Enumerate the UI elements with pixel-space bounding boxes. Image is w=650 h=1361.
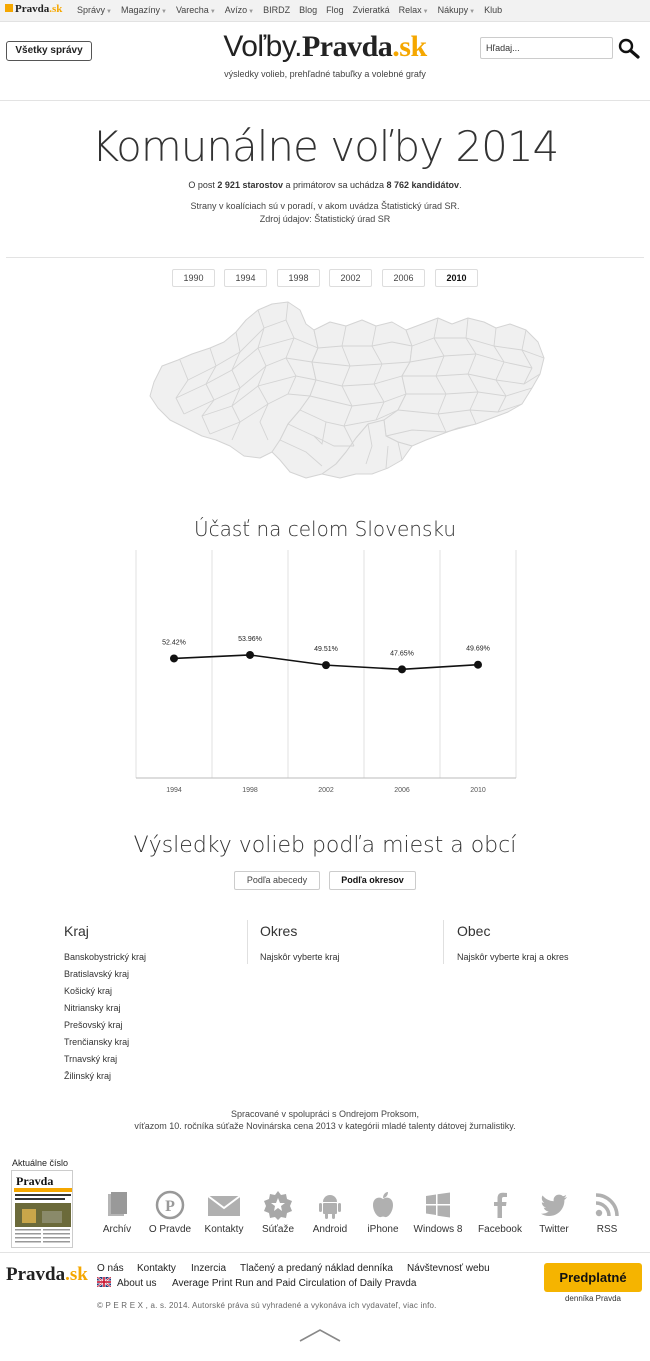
app-link-android[interactable]: Android	[302, 1190, 358, 1235]
nav-item[interactable]: BIRDZ	[263, 5, 291, 15]
footer-pravda-logo[interactable]: Pravda.sk	[6, 1264, 88, 1285]
android-icon	[315, 1190, 345, 1220]
kraj-link[interactable]: Žilinský kraj	[64, 1071, 112, 1081]
column-okres-heading: Okres	[260, 923, 298, 939]
kraj-link[interactable]: Košický kraj	[64, 986, 113, 996]
x-tick-label: 1994	[166, 787, 182, 794]
app-link-archive[interactable]: Archív	[89, 1190, 145, 1235]
chevron-down-icon: ▼	[161, 9, 167, 15]
data-label: 49.51%	[314, 646, 338, 654]
chevron-down-icon: ▼	[248, 9, 255, 15]
year-button-1990[interactable]: 1990	[172, 269, 215, 287]
app-link-facebook[interactable]: Facebook	[472, 1190, 528, 1235]
subscribe-note: denníka Pravda	[564, 1294, 622, 1303]
year-button-2010[interactable]: 2010	[435, 269, 478, 287]
data-point[interactable]	[322, 661, 330, 669]
nav-item[interactable]: Klub	[484, 5, 503, 15]
data-point[interactable]	[398, 665, 406, 673]
current-issue-cover[interactable]	[11, 1170, 73, 1248]
chart-data-labels	[162, 636, 490, 657]
nav-item[interactable]: Zvieratká	[352, 5, 390, 15]
chart-title: Účasť na celom Slovensku	[193, 517, 457, 541]
pravda-mark-icon	[5, 4, 13, 12]
nav-item[interactable]: Blog	[299, 5, 318, 15]
nav-menu	[77, 5, 511, 15]
intro-text: O post 2 921 starostov a primátorov sa uchádza 8 762 kandidátov.	[188, 180, 462, 190]
newspaper-cover-image	[12, 1171, 73, 1248]
subscribe-button[interactable]: Predplatné	[544, 1263, 642, 1292]
search-input[interactable]: Hľadaj...	[480, 37, 613, 59]
nav-item[interactable]: Správy▼	[77, 5, 112, 15]
footer-link-print-run[interactable]: Tlačený a predaný náklad denníka	[240, 1263, 393, 1274]
rss-icon	[592, 1190, 622, 1220]
star-badge-icon	[262, 1190, 294, 1220]
column-kraj-heading: Kraj	[64, 923, 89, 939]
all-news-button[interactable]: Všetky správy	[6, 41, 92, 61]
app-link-iphone[interactable]: iPhone	[355, 1190, 411, 1235]
footer-link-traffic[interactable]: Návštevnosť webu	[407, 1263, 490, 1274]
sort-alphabetical-button[interactable]: Podľa abecedy	[234, 871, 320, 890]
coalition-note: Strany v koalíciach sú v poradí, v akom uvádza Štatistický úrad SR.	[190, 201, 460, 211]
page-title: Komunálne voľby 2014	[91, 122, 559, 171]
chevron-down-icon: ▼	[469, 9, 476, 15]
nav-item[interactable]: Avízo▼	[224, 5, 255, 15]
windows-icon	[423, 1190, 453, 1220]
data-point[interactable]	[170, 654, 178, 662]
x-tick-label: 2006	[394, 787, 410, 794]
data-label: 49.69%	[466, 645, 490, 653]
x-tick-label: 2002	[318, 787, 334, 794]
kraj-link[interactable]: Trenčiansky kraj	[64, 1037, 130, 1047]
footer-link-contacts[interactable]: Kontakty	[137, 1263, 176, 1274]
header-divider	[0, 100, 650, 101]
data-label: 47.65%	[390, 650, 414, 658]
nav-item[interactable]: Flog	[326, 5, 344, 15]
chart-points	[170, 651, 482, 673]
column-divider	[443, 920, 444, 964]
chevron-down-icon: ▼	[209, 9, 216, 15]
chart-x-ticks	[166, 787, 486, 794]
column-divider	[247, 920, 248, 964]
sort-by-district-button[interactable]: Podľa okresov	[329, 871, 416, 890]
pravda-logo[interactable]: Pravda.sk	[5, 3, 62, 15]
pravda-p-icon	[155, 1190, 185, 1220]
kraj-link[interactable]: Nitriansky kraj	[64, 1003, 121, 1013]
chevron-down-icon: ▼	[422, 9, 429, 15]
footer-link-circulation[interactable]: Average Print Run and Paid Circulation of Daily Pravda	[172, 1278, 417, 1289]
issue-logo: Pravda	[16, 1174, 54, 1188]
section-divider	[6, 257, 644, 258]
year-button-1998[interactable]: 1998	[277, 269, 320, 287]
footer-divider	[0, 1252, 650, 1253]
data-point[interactable]	[246, 651, 254, 659]
kraj-link[interactable]: Banskobystrický kraj	[64, 952, 147, 962]
current-issue-label: Aktuálne číslo	[12, 1158, 69, 1168]
search-icon[interactable]	[617, 37, 641, 59]
apple-icon	[368, 1190, 398, 1220]
twitter-icon	[538, 1190, 570, 1220]
app-link-about[interactable]: P O Pravde	[142, 1190, 198, 1235]
results-title: Výsledky volieb podľa miest a obcí	[133, 833, 517, 858]
data-point[interactable]	[474, 661, 482, 669]
okres-hint: Najskôr vyberte kraj	[260, 952, 340, 962]
kraj-link[interactable]: Prešovský kraj	[64, 1020, 123, 1030]
turnout-line-chart	[130, 546, 522, 798]
top-navigation	[0, 0, 650, 22]
year-button-2006[interactable]: 2006	[382, 269, 425, 287]
column-obec-heading: Obec	[457, 923, 491, 939]
data-label: 53.96%	[238, 635, 262, 643]
footer-link-advertising[interactable]: Inzercia	[191, 1263, 227, 1274]
slovakia-districts-map[interactable]	[140, 296, 550, 496]
uk-flag-icon	[97, 1277, 111, 1287]
app-link-windows8[interactable]: Windows 8	[410, 1190, 466, 1235]
year-button-1994[interactable]: 1994	[224, 269, 267, 287]
site-title[interactable]: Voľby.Pravda.sk	[223, 30, 427, 63]
credits: Spracované v spolupráci s Ondrejom Proksom, víťazom 10. ročníka súťaže Novinárska cena 2013 v kategórii mladé talenty dátovej žurnalistiky.	[134, 1109, 516, 1131]
scroll-to-top-icon[interactable]	[298, 1327, 342, 1343]
svg-text:P: P	[165, 1198, 175, 1215]
nav-item[interactable]: Varecha▼	[175, 5, 216, 15]
archive-icon	[102, 1190, 132, 1220]
x-tick-label: 2010	[470, 787, 486, 794]
kraj-link[interactable]: Trnavský kraj	[64, 1054, 118, 1064]
footer-link-about-us[interactable]: About us	[117, 1278, 157, 1289]
chevron-down-icon: ▼	[106, 9, 112, 15]
kraj-link[interactable]: Bratislavský kraj	[64, 969, 130, 979]
nav-item[interactable]: Relax▼	[398, 5, 429, 15]
x-tick-label: 1998	[242, 787, 258, 794]
app-link-rss[interactable]: RSS	[579, 1190, 635, 1235]
footer-link-about[interactable]: O nás	[97, 1263, 124, 1274]
facebook-icon	[485, 1190, 515, 1220]
app-link-contests[interactable]: Súťaže	[250, 1190, 306, 1235]
app-link-contacts[interactable]: Kontakty	[196, 1190, 252, 1235]
copyright-text: © P E R E X , a. s. 2014. Autorské práva sú vyhradené a vykonáva ich vydavateľ, viac info.	[97, 1301, 437, 1310]
obec-hint: Najskôr vyberte kraj a okres	[457, 952, 569, 962]
data-label: 52.42%	[162, 639, 186, 647]
nav-item[interactable]: Nákupy▼	[437, 5, 476, 15]
nav-item[interactable]: Magazíny▼	[120, 5, 167, 15]
site-subtitle: výsledky volieb, prehľadné tabuľky a volebné grafy	[224, 69, 426, 79]
envelope-icon	[206, 1190, 242, 1220]
app-link-twitter[interactable]: Twitter	[526, 1190, 582, 1235]
source-note: Zdroj údajov: Štatistický úrad SR	[259, 214, 391, 224]
year-button-2002[interactable]: 2002	[329, 269, 372, 287]
